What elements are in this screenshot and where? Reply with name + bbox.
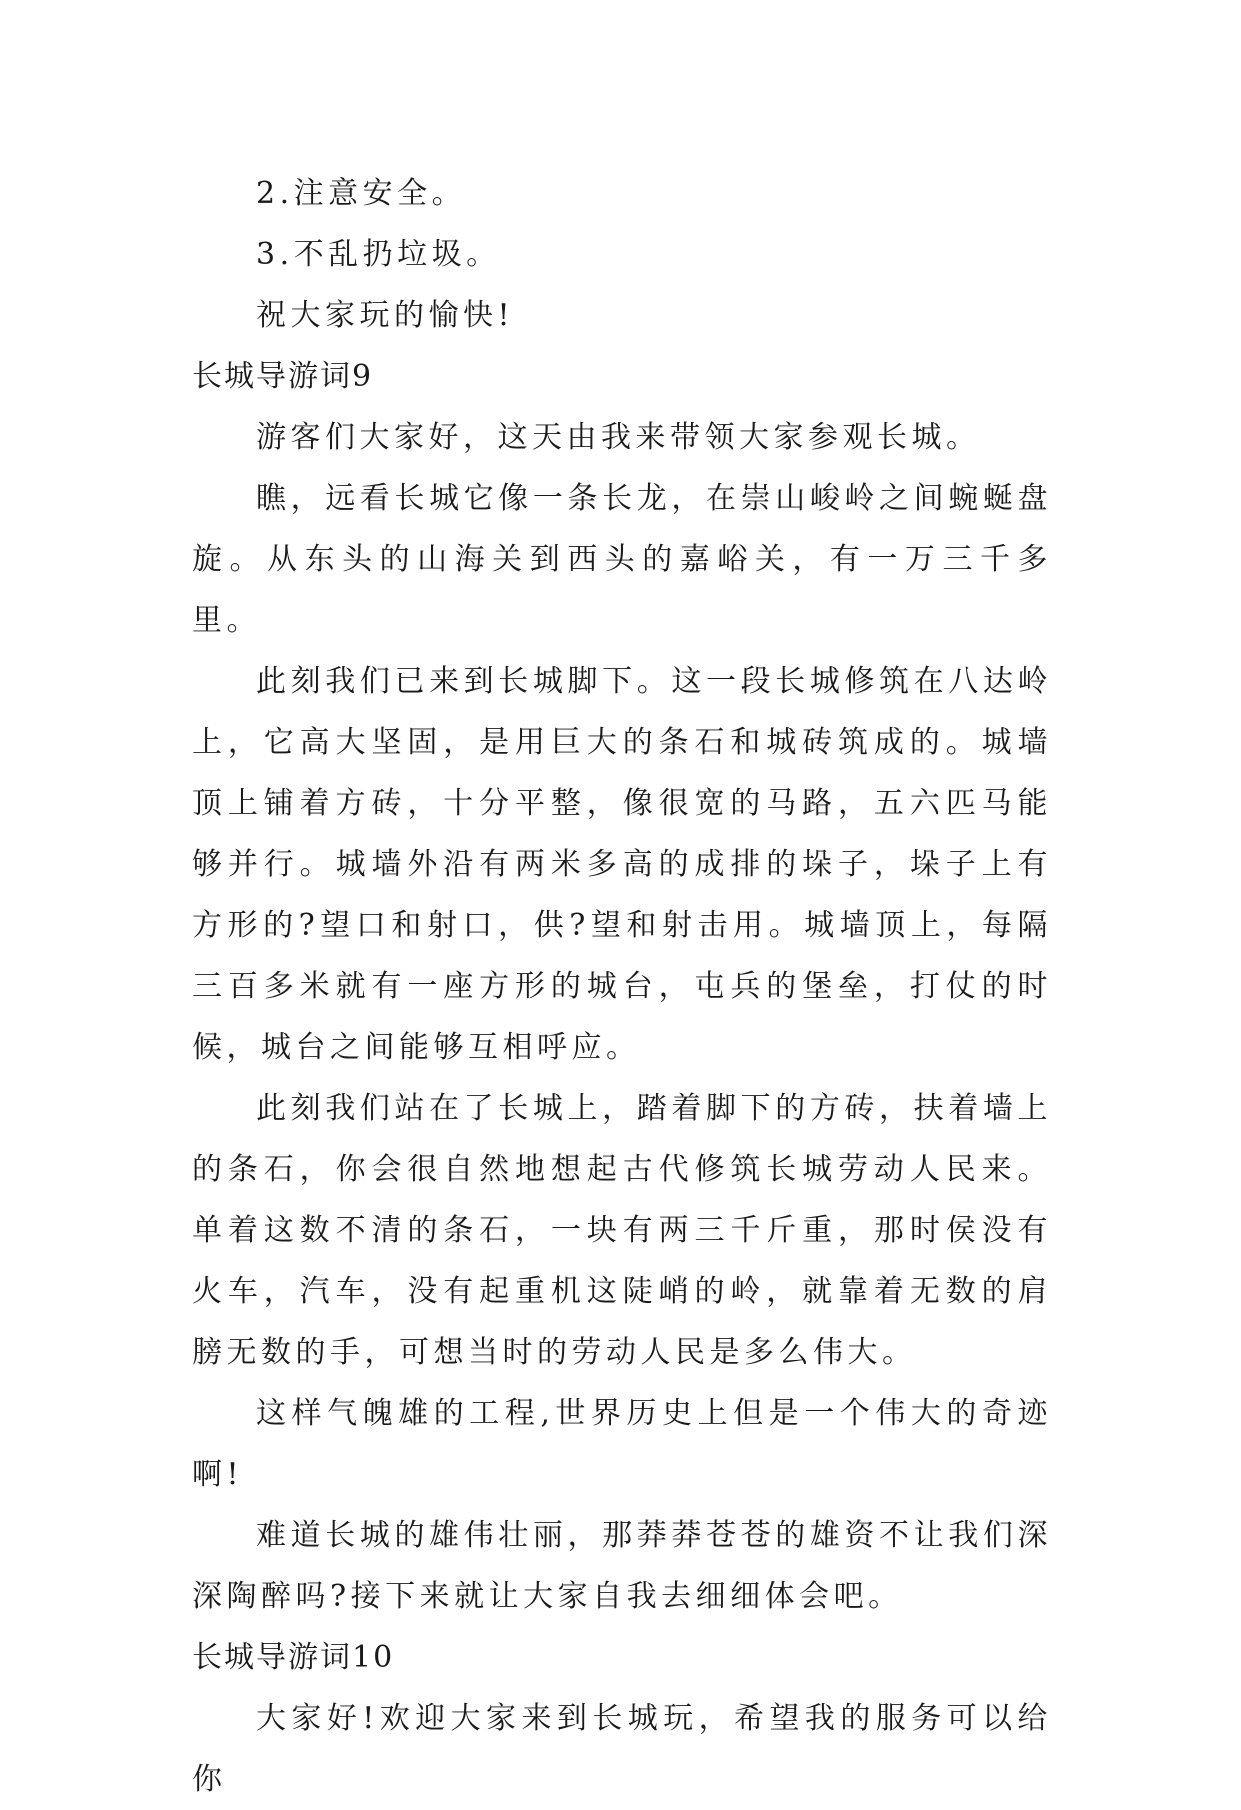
paragraph-workers: 此刻我们站在了长城上，踏着脚下的方砖，扶着墙上的条石，你会很自然地想起古代修筑长城劳动人民来。单着这数不清的条石，一块有两三千斤重，那时侯没有火车，汽车，没有起重机这陡峭的岭，就靠着无数的肩膀无数的手，可想当时的劳动人民是多么伟大。: [192, 1091, 1052, 1370]
document-body: [192, 163, 1052, 1810]
paragraph-badaling: 此刻我们已来到长城脚下。这一段长城修筑在八达岭上，它高大坚固，是用巨大的条石和城砖筑成的。城墙顶上铺着方砖，十分平整，像很宽的马路，五六匹马能够并行。城墙外沿有两米多高的成排的垛子，垛子上有方形的?望口和射口，供?望和射击用。城墙顶上，每隔三百多米就有一座方形的城台，屯兵的堡垒，打仗的时候，城台之间能够互相呼应。: [192, 664, 1052, 1065]
paragraph-welcome: 大家好!欢迎大家来到长城玩，希望我的服务可以给你: [192, 1701, 1052, 1797]
closing-wish: 祝大家玩的愉快!: [256, 298, 515, 333]
list-item-litter: 3.不乱扔垃圾。: [256, 237, 501, 272]
paragraph-wonder: 这样气魄雄的工程,世界历史上但是一个伟大的奇迹啊!: [192, 1396, 1052, 1492]
paragraph-greeting: 游客们大家好，这天由我来带领大家参观长城。: [256, 420, 981, 455]
paragraph-overview: 瞧，远看长城它像一条长龙，在崇山峻岭之间蜿蜒盘旋。从东头的山海关到西头的嘉峪关，有一万三千多里。: [192, 481, 1052, 638]
paragraph-invitation: 难道长城的雄伟壮丽，那莽莽苍苍的雄资不让我们深深陶醉吗?接下来就让大家自我去细细体会吧。: [192, 1518, 1052, 1614]
section-heading-9: 长城导游词9: [192, 359, 374, 394]
list-item-safety: 2.注意安全。: [256, 176, 467, 211]
section-heading-10: 长城导游词10: [192, 1640, 395, 1675]
